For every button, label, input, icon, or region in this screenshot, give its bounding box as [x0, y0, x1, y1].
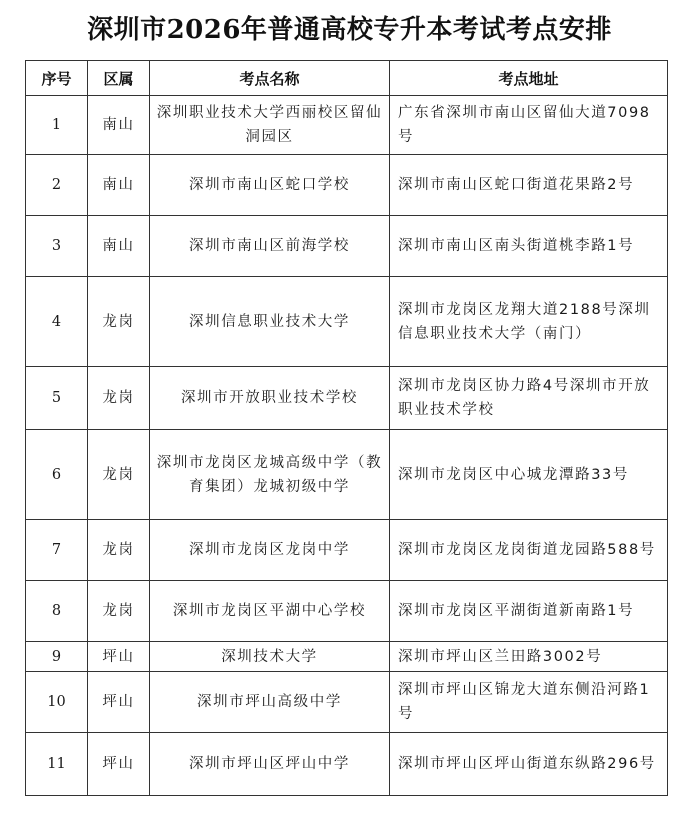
cell-site-address: 广东省深圳市南山区留仙大道7098号	[390, 96, 668, 155]
cell-district: 南山	[88, 96, 150, 155]
table-row	[26, 672, 668, 733]
cell-no: 5	[26, 367, 88, 430]
exam-site-table	[25, 60, 668, 796]
cell-district: 南山	[88, 216, 150, 277]
cell-site-address: 深圳市坪山区锦龙大道东侧沿河路1号	[390, 672, 668, 733]
table-row	[26, 367, 668, 430]
cell-site-address: 深圳市龙岗区龙翔大道2188号深圳信息职业技术大学（南门）	[390, 277, 668, 367]
cell-site-address: 深圳市龙岗区协力路4号深圳市开放职业技术学校	[390, 367, 668, 430]
cell-district: 南山	[88, 155, 150, 216]
table-body	[26, 96, 668, 796]
table-row	[26, 642, 668, 672]
table-row	[26, 277, 668, 367]
cell-no: 1	[26, 96, 88, 155]
header-district: 区属	[88, 61, 150, 96]
table-row	[26, 155, 668, 216]
cell-site-address: 深圳市龙岗区龙岗街道龙园路588号	[390, 520, 668, 581]
cell-site-address: 深圳市坪山区坪山街道东纵路296号	[390, 733, 668, 796]
cell-no: 9	[26, 642, 88, 672]
cell-site-name: 深圳市龙岗区龙城高级中学（教育集团）龙城初级中学	[150, 430, 390, 520]
cell-no: 8	[26, 581, 88, 642]
cell-site-name: 深圳市坪山区坪山中学	[150, 733, 390, 796]
table-row	[26, 96, 668, 155]
cell-district: 坪山	[88, 733, 150, 796]
cell-site-address: 深圳市南山区南头街道桃李路1号	[390, 216, 668, 277]
cell-site-name: 深圳市南山区蛇口学校	[150, 155, 390, 216]
cell-site-name: 深圳技术大学	[150, 642, 390, 672]
cell-site-address: 深圳市龙岗区平湖街道新南路1号	[390, 581, 668, 642]
cell-district: 龙岗	[88, 367, 150, 430]
cell-no: 2	[26, 155, 88, 216]
cell-no: 6	[26, 430, 88, 520]
table-row	[26, 430, 668, 520]
cell-site-name: 深圳市龙岗区平湖中心学校	[150, 581, 390, 642]
cell-site-name: 深圳职业技术大学西丽校区留仙洞园区	[150, 96, 390, 155]
header-site-name: 考点名称	[150, 61, 390, 96]
cell-site-name: 深圳信息职业技术大学	[150, 277, 390, 367]
document-title: 深圳市2026年普通高校专升本考试考点安排	[87, 15, 612, 45]
cell-site-name: 深圳市开放职业技术学校	[150, 367, 390, 430]
table-row	[26, 216, 668, 277]
cell-no: 4	[26, 277, 88, 367]
cell-site-address: 深圳市龙岗区中心城龙潭路33号	[390, 430, 668, 520]
cell-site-address: 深圳市南山区蛇口街道花果路2号	[390, 155, 668, 216]
cell-site-address: 深圳市坪山区兰田路3002号	[390, 642, 668, 672]
cell-no: 7	[26, 520, 88, 581]
table-header-row	[26, 61, 668, 96]
header-site-address: 考点地址	[390, 61, 668, 96]
cell-district: 龙岗	[88, 581, 150, 642]
cell-site-name: 深圳市坪山高级中学	[150, 672, 390, 733]
cell-district: 坪山	[88, 672, 150, 733]
cell-no: 10	[26, 672, 88, 733]
header-no: 序号	[26, 61, 88, 96]
cell-site-name: 深圳市龙岗区龙岗中学	[150, 520, 390, 581]
cell-district: 龙岗	[88, 520, 150, 581]
cell-district: 坪山	[88, 642, 150, 672]
table-row	[26, 520, 668, 581]
cell-district: 龙岗	[88, 430, 150, 520]
cell-no: 3	[26, 216, 88, 277]
cell-no: 11	[26, 733, 88, 796]
table-row	[26, 733, 668, 796]
cell-district: 龙岗	[88, 277, 150, 367]
table-row	[26, 581, 668, 642]
cell-site-name: 深圳市南山区前海学校	[150, 216, 390, 277]
